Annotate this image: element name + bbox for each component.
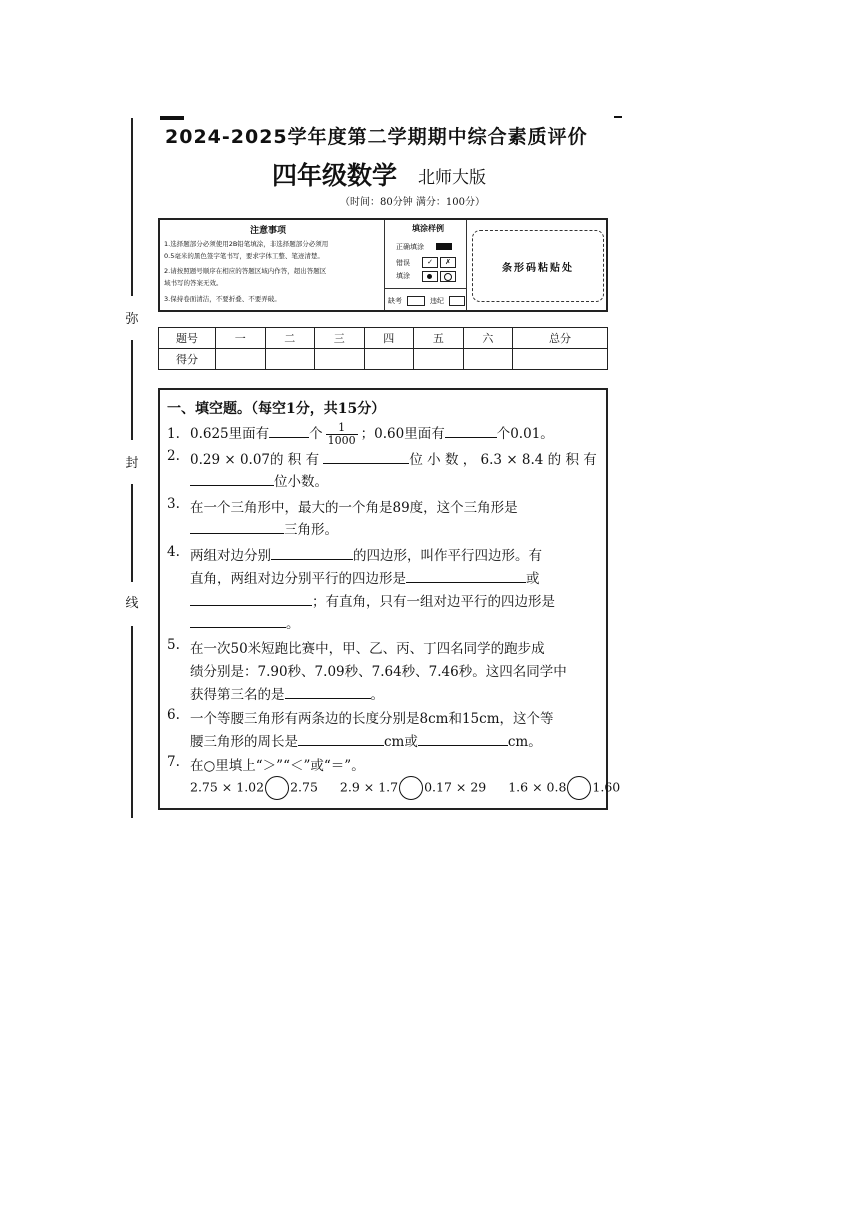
answer-blank[interactable] xyxy=(285,686,371,699)
answer-blank[interactable] xyxy=(298,733,384,746)
question-text: 的四边形，叫作平行四边形。有 xyxy=(353,548,542,564)
question-number: 6. xyxy=(167,707,180,723)
absent-box[interactable] xyxy=(407,296,425,306)
absent-label: 缺考 xyxy=(388,297,402,305)
question-number: 4. xyxy=(167,544,180,560)
question-6-cont xyxy=(190,730,542,750)
question-text: 直角，两组对边分别平行的四边形是 xyxy=(190,571,406,587)
question-text: cm。 xyxy=(507,734,542,750)
table-cell: 总分 xyxy=(513,328,608,349)
check-mark-icon: ✓ xyxy=(422,257,438,268)
subject-title: 四年级数学 xyxy=(272,161,398,190)
note-line: 2.请按照题号顺序在相应的答题区域内作答，超出答题区 xyxy=(164,267,327,275)
corner-mark xyxy=(160,116,184,120)
compare-circle[interactable] xyxy=(567,776,591,800)
wrong-fill-label: 错误 xyxy=(396,259,410,267)
answer-blank[interactable] xyxy=(269,425,309,438)
question-text: 。 xyxy=(286,616,300,632)
answer-blank[interactable] xyxy=(190,593,312,606)
score-cell[interactable] xyxy=(265,349,315,370)
violation-box[interactable] xyxy=(449,296,465,306)
score-cell[interactable] xyxy=(463,349,513,370)
note-line: 1.选择题部分必须使用2B铅笔填涂，非选择题部分必须用 xyxy=(164,240,329,248)
question-number: 5. xyxy=(167,637,180,653)
table-cell: 得分 xyxy=(159,349,216,370)
answer-blank[interactable] xyxy=(406,570,526,583)
question-text: 腰三角形的周长是 xyxy=(190,734,298,750)
score-cell[interactable] xyxy=(414,349,464,370)
question-2-cont xyxy=(190,470,328,490)
question-text: ；有直角，只有一组对边平行的四边形是 xyxy=(312,594,555,610)
expression: 0.17 × 29 xyxy=(424,779,487,795)
notes-panel xyxy=(158,218,608,312)
divider xyxy=(384,220,385,310)
question-text: 0.625里面有 xyxy=(190,426,270,442)
section-title: 一、填空题。（每空1分，共15分） xyxy=(167,401,386,417)
table-cell: 三 xyxy=(315,328,365,349)
question-6: 一个等腰三角形有两条边的长度分别是8cm和15cm，这个等 xyxy=(190,711,554,727)
question-text: ；0.60里面有 xyxy=(360,426,445,442)
score-cell[interactable] xyxy=(216,349,266,370)
correct-fill-label: 正确填涂 xyxy=(396,243,424,251)
question-text: 0.29 × 0.07的 积 有 xyxy=(190,452,320,468)
divider xyxy=(466,220,467,310)
table-cell: 二 xyxy=(265,328,315,349)
question-number: 7. xyxy=(167,754,180,770)
question-4-cont xyxy=(190,612,300,632)
table-cell: 六 xyxy=(463,328,513,349)
question-5-cont: 绩分别是：7.90秒、7.09秒、7.64秒、7.46秒。这四名同学中 xyxy=(190,664,567,680)
question-3-cont xyxy=(190,518,338,538)
exam-title: 2024-2025学年度第二学期期中综合素质评价 xyxy=(165,126,588,148)
table-cell: 五 xyxy=(414,328,464,349)
fill-label: 填涂 xyxy=(396,272,410,280)
score-cell[interactable] xyxy=(315,349,365,370)
time-info: （时间：80分钟 满分：100分） xyxy=(340,197,485,208)
question-4 xyxy=(190,544,542,564)
expression: 1.6 × 0.8 xyxy=(508,779,567,795)
question-text: 位 小 数 ， 6.3 × 8.4 的 积 有 xyxy=(409,452,597,468)
binding-label-top: 弥 xyxy=(124,308,140,327)
answer-blank[interactable] xyxy=(190,473,274,486)
table-row xyxy=(159,328,608,349)
divider xyxy=(384,288,466,289)
note-line: 域书写的答案无效。 xyxy=(164,279,223,287)
question-text: 两组对边分别 xyxy=(190,548,271,564)
cross-mark-icon: ✗ xyxy=(440,257,456,268)
answer-blank[interactable] xyxy=(190,521,284,534)
binding-label-bottom: 线 xyxy=(124,592,140,611)
question-1 xyxy=(190,422,554,447)
expression: 2.75 xyxy=(290,779,318,795)
compare-circle[interactable] xyxy=(265,776,289,800)
question-5: 在一次50米短跑比赛中，甲、乙、丙、丁四名同学的跑步成 xyxy=(190,641,545,657)
table-cell: 四 xyxy=(364,328,414,349)
question-text: 获得第三名的是 xyxy=(190,687,285,703)
question-number: 1. xyxy=(167,426,180,442)
question-text: 个 xyxy=(309,426,323,442)
question-number: 2. xyxy=(167,448,180,464)
barcode-area: 条形码粘贴处 xyxy=(472,230,604,302)
edition-label: 北师大版 xyxy=(418,168,486,188)
binding-label-mid: 封 xyxy=(124,452,140,471)
expression: 1.60 xyxy=(592,779,621,795)
fill-sample-heading: 填涂样例 xyxy=(412,224,444,233)
corner-mark xyxy=(614,116,622,118)
question-text: 个0.01。 xyxy=(496,426,554,442)
question-text: 或 xyxy=(526,571,540,587)
answer-blank[interactable] xyxy=(418,733,508,746)
expression: 2.75 × 1.02 xyxy=(190,779,265,795)
violation-label: 违纪 xyxy=(430,297,444,305)
circle-mark-icon xyxy=(440,271,456,282)
table-cell: 一 xyxy=(216,328,266,349)
table-row xyxy=(159,349,608,370)
question-5-cont xyxy=(190,683,384,703)
question-2 xyxy=(190,448,597,468)
table-cell: 题号 xyxy=(159,328,216,349)
answer-blank[interactable] xyxy=(445,425,497,438)
question-4-cont xyxy=(190,567,540,587)
filled-mark-icon xyxy=(436,243,452,250)
fraction: $\frac{1}{1000}$ xyxy=(327,421,356,447)
question-7: 在○里填上“＞”“＜”或“＝”。 xyxy=(190,758,365,774)
question-7-compare xyxy=(190,776,620,800)
notes-heading: 注意事项 xyxy=(250,226,287,236)
answer-blank[interactable] xyxy=(271,547,353,560)
question-text: 。 xyxy=(370,687,384,703)
note-line: 3.保持卷面清洁，不要折叠、不要弄破。 xyxy=(164,295,281,303)
compare-circle[interactable] xyxy=(399,776,423,800)
question-text: cm或 xyxy=(384,734,418,750)
question-text: 位小数。 xyxy=(274,474,328,490)
note-line: 0.5毫米的黑色签字笔书写，要求字体工整、笔迹清楚。 xyxy=(164,252,324,260)
expression: 2.9 × 1.7 xyxy=(339,779,399,795)
score-cell[interactable] xyxy=(513,349,608,370)
answer-blank[interactable] xyxy=(323,451,409,464)
score-cell[interactable] xyxy=(364,349,414,370)
question-3: 在一个三角形中，最大的一个角是89度，这个三角形是 xyxy=(190,500,518,516)
score-table xyxy=(158,327,608,370)
answer-blank[interactable] xyxy=(190,615,286,628)
question-4-cont xyxy=(190,590,555,610)
dot-mark-icon xyxy=(422,271,438,282)
question-number: 3. xyxy=(167,496,180,512)
question-text: 三角形。 xyxy=(284,522,338,538)
